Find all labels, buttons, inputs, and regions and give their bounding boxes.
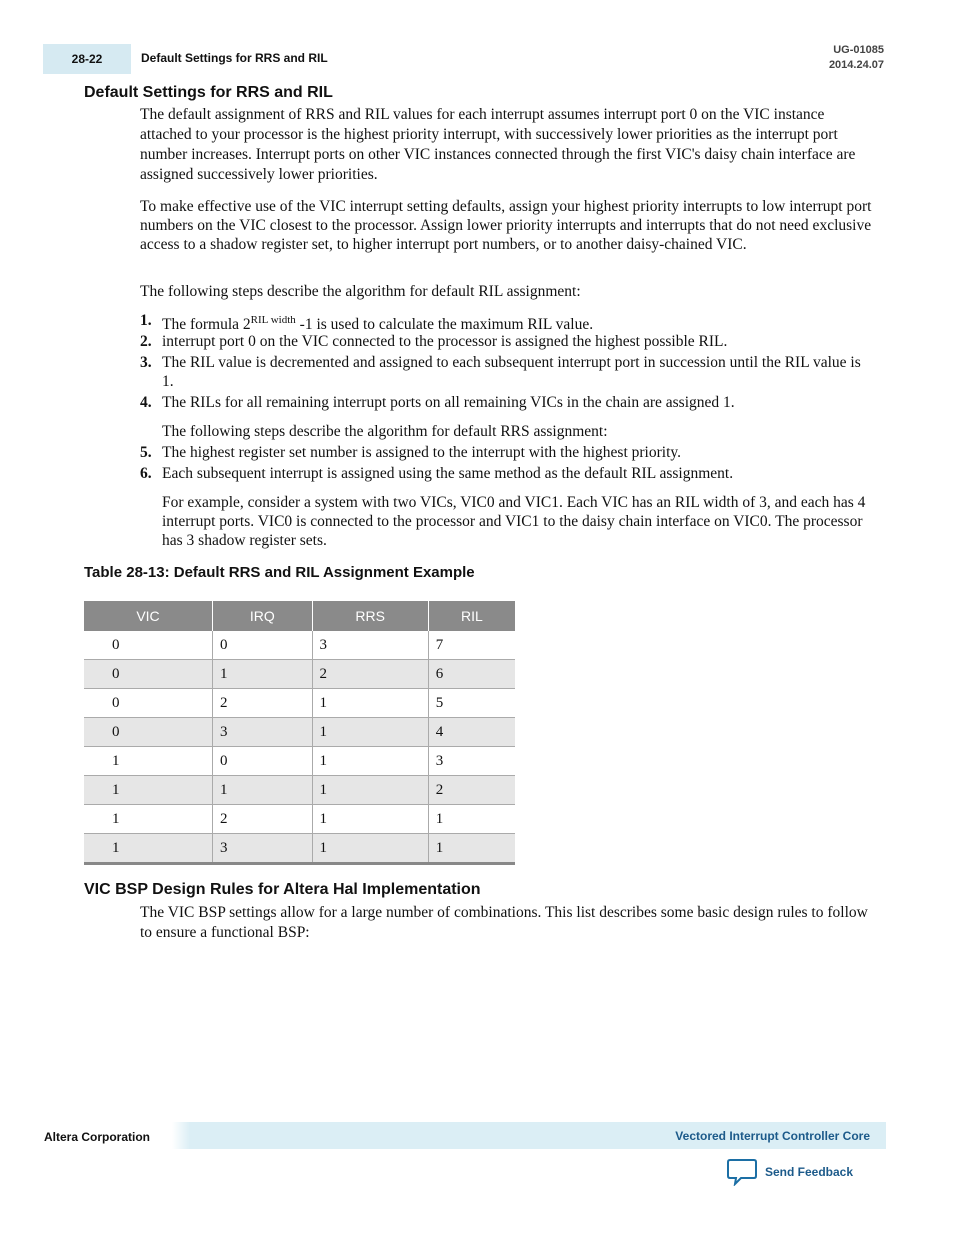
table-header-row: [84, 601, 515, 631]
cell-irq: 0: [212, 747, 312, 776]
table-row: [84, 689, 515, 718]
cell-ril: 6: [428, 660, 515, 689]
column-header-irq: IRQ: [212, 601, 312, 631]
cell-rrs: 1: [312, 834, 428, 864]
column-header-ril: RIL: [428, 601, 515, 631]
cell-vic: 1: [84, 834, 212, 864]
paragraph-bsp-intro: The VIC BSP settings allow for a large number of combinations. This list describes some basic design rules to follow to ensure a functional BSP:: [140, 904, 868, 941]
send-feedback-label: Send Feedback: [765, 1165, 854, 1179]
paragraph-ril-intro: The following steps describe the algorithm for default RIL assignment:: [140, 283, 581, 300]
doc-id: UG-01085: [833, 44, 884, 56]
cell-rrs: 2: [312, 660, 428, 689]
cell-ril: 3: [428, 747, 515, 776]
doc-date: 2014.24.07: [828, 59, 884, 71]
cell-ril: 5: [428, 689, 515, 718]
cell-rrs: 3: [312, 631, 428, 660]
page-number: 28-22: [43, 44, 131, 74]
cell-irq: 2: [212, 689, 312, 718]
cell-rrs: 1: [312, 718, 428, 747]
running-title: Default Settings for RRS and RIL: [141, 51, 328, 65]
cell-irq: 1: [212, 660, 312, 689]
paragraph-example: For example, consider a system with two VICs, VIC0 and VIC1. Each VIC has an RIL width of 3, and each has 4 interrupt ports. VIC0 is connected to the processor and VIC1 to the daisy chain interface on VIC0. The processor has 3 shadow register sets.: [162, 494, 866, 549]
cell-vic: 1: [84, 776, 212, 805]
column-header-rrs: RRS: [312, 601, 428, 631]
cell-rrs: 1: [312, 776, 428, 805]
table-row: [84, 805, 515, 834]
table-caption: Table 28-13: Default RRS and RIL Assignment Example: [84, 564, 475, 581]
cell-irq: 1: [212, 776, 312, 805]
footer-doc-title-link[interactable]: Vectored Interrupt Controller Core: [675, 1129, 870, 1143]
speech-bubble-icon: [727, 1158, 757, 1186]
paragraph-rrs-intro: The following steps describe the algorithm for default RRS assignment:: [162, 423, 608, 440]
cell-irq: 0: [212, 631, 312, 660]
section-heading-default-settings: Default Settings for RRS and RIL: [84, 84, 333, 101]
cell-rrs: 1: [312, 747, 428, 776]
cell-vic: 0: [84, 689, 212, 718]
cell-rrs: 1: [312, 805, 428, 834]
footer-company: Altera Corporation: [44, 1130, 151, 1144]
column-header-vic: VIC: [84, 601, 212, 631]
table-row: [84, 660, 515, 689]
cell-ril: 1: [428, 805, 515, 834]
cell-ril: 7: [428, 631, 515, 660]
paragraph-effective-use: To make effective use of the VIC interrupt setting defaults, assign your highest priority interrupts to low interrupt port numbers on the VIC closest to the processor. Assign lower priority interrupts and interrupts that do not need exclusive access to a shadow register set, to higher interrupt port numbers, or to another daisy-chained VIC.: [140, 198, 872, 253]
table-row: [84, 747, 515, 776]
cell-irq: 3: [212, 718, 312, 747]
cell-ril: 1: [428, 834, 515, 864]
cell-irq: 3: [212, 834, 312, 864]
cell-ril: 4: [428, 718, 515, 747]
table-row: [84, 718, 515, 747]
doc-meta: [829, 43, 884, 73]
send-feedback-link[interactable]: [727, 1158, 853, 1186]
table-row: [84, 631, 515, 660]
cell-vic: 0: [84, 660, 212, 689]
table-row: [84, 776, 515, 805]
cell-irq: 2: [212, 805, 312, 834]
cell-vic: 0: [84, 718, 212, 747]
paragraph-default-assignment: The default assignment of RRS and RIL values for each interrupt assumes interrupt port 0 on the VIC instance attached to your processor is the highest priority interrupt, with successively lower priorities as the interrupt port number increases. Interrupt ports on other VIC instances connected through the first VIC's daisy chain interface are assigned successively lower priorities.: [140, 106, 856, 183]
cell-vic: 1: [84, 805, 212, 834]
cell-rrs: 1: [312, 689, 428, 718]
section-heading-bsp-rules: VIC BSP Design Rules for Altera Hal Implementation: [84, 881, 481, 898]
cell-vic: 0: [84, 631, 212, 660]
rrs-ril-table: [84, 601, 515, 865]
cell-ril: 2: [428, 776, 515, 805]
cell-vic: 1: [84, 747, 212, 776]
table-row: [84, 834, 515, 864]
